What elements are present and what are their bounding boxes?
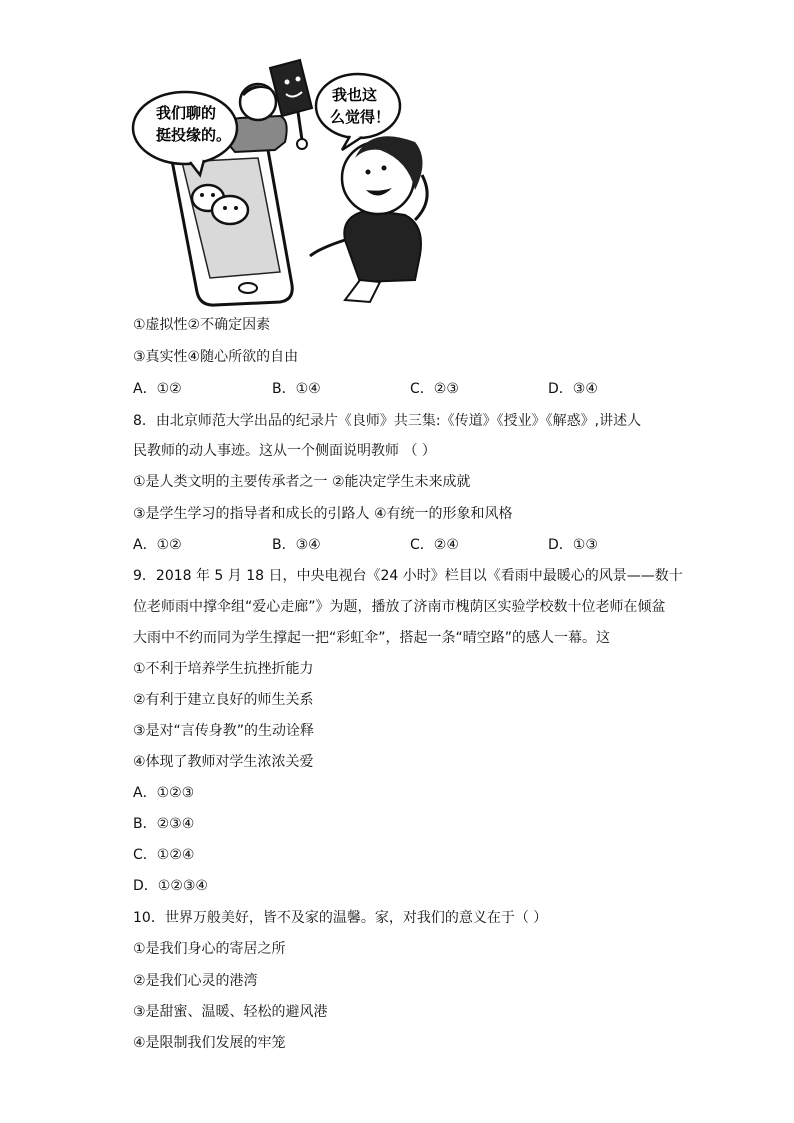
bubble-left-line2: 挺投缘的。 [156,126,232,144]
q8-item-2: ③是学生学习的指导者和成长的引路人 ④有统一的形象和风格 [133,506,513,522]
q7-option-a[interactable]: A．①② [133,381,182,397]
q10-stem: 10．世界万般美好，皆不及家的温馨。家，对我们的意义在于（ ） [133,910,548,926]
q8-option-a[interactable]: A．①② [133,537,182,553]
q9-option-b[interactable]: B．②③④ [133,816,195,832]
q8-option-d[interactable]: D．①③ [548,537,598,553]
q8-option-b[interactable]: B．③④ [272,537,321,553]
q10-item-4: ④是限制我们发展的牢笼 [133,1035,286,1051]
q10-item-1: ①是我们身心的寄居之所 [133,941,286,957]
q7-item-2: ③真实性④随心所欲的自由 [133,349,299,365]
q8-stem-line2: 民教师的动人事迹。这从一个侧面说明教师 （ ） [133,443,436,459]
bubble-left-line1: 我们聊的 [156,104,217,122]
q7-option-c[interactable]: C．②③ [410,381,459,397]
q9-stem-line3: 大雨中不约而同为学生撑起一把“彩虹伞”，搭起一条“晴空路”的感人一幕。这 [133,630,611,646]
q7-item-1: ①虚拟性②不确定因素 [133,317,271,333]
q10-item-2: ②是我们心灵的港湾 [133,973,258,989]
q9-stem-line2: 位老师雨中撑伞组“爱心走廊”》为题，播放了济南市槐荫区实验学校数十位老师在倾盆 [133,599,666,615]
q9-option-c[interactable]: C．①②④ [133,847,195,863]
bubble-right-line2: 么觉得！ [330,108,391,126]
q9-item-4: ④体现了教师对学生浓浓关爱 [133,754,314,770]
cartoon-illustration [130,50,460,310]
q10-item-3: ③是甜蜜、温暖、轻松的避风港 [133,1004,328,1020]
q8-option-c[interactable]: C．②④ [410,537,459,553]
q9-item-2: ②有利于建立良好的师生关系 [133,692,314,708]
q7-option-b[interactable]: B．①④ [272,381,321,397]
boy-drawing [310,136,427,302]
q9-item-3: ③是对“言传身教”的生动诠释 [133,723,315,739]
q9-option-a[interactable]: A．①②③ [133,785,195,801]
q7-option-d[interactable]: D．③④ [548,381,598,397]
q8-stem-line1: 8．由北京师范大学出品的纪录片《良师》共三集:《传道》《授业》《解惑》,讲述人 [133,413,642,429]
q9-option-d[interactable]: D．①②③④ [133,878,208,894]
q9-item-1: ①不利于培养学生抗挫折能力 [133,661,314,677]
masked-person-drawing [224,60,312,152]
q8-item-1: ①是人类文明的主要传承者之一 ②能决定学生未来成就 [133,474,471,490]
bubble-right-line1: 我也这 [332,86,378,104]
q9-stem-line1: 9．2018 年 5 月 18 日，中央电视台《24 小时》栏目以《看雨中最暖心的风景——数十 [133,568,683,584]
